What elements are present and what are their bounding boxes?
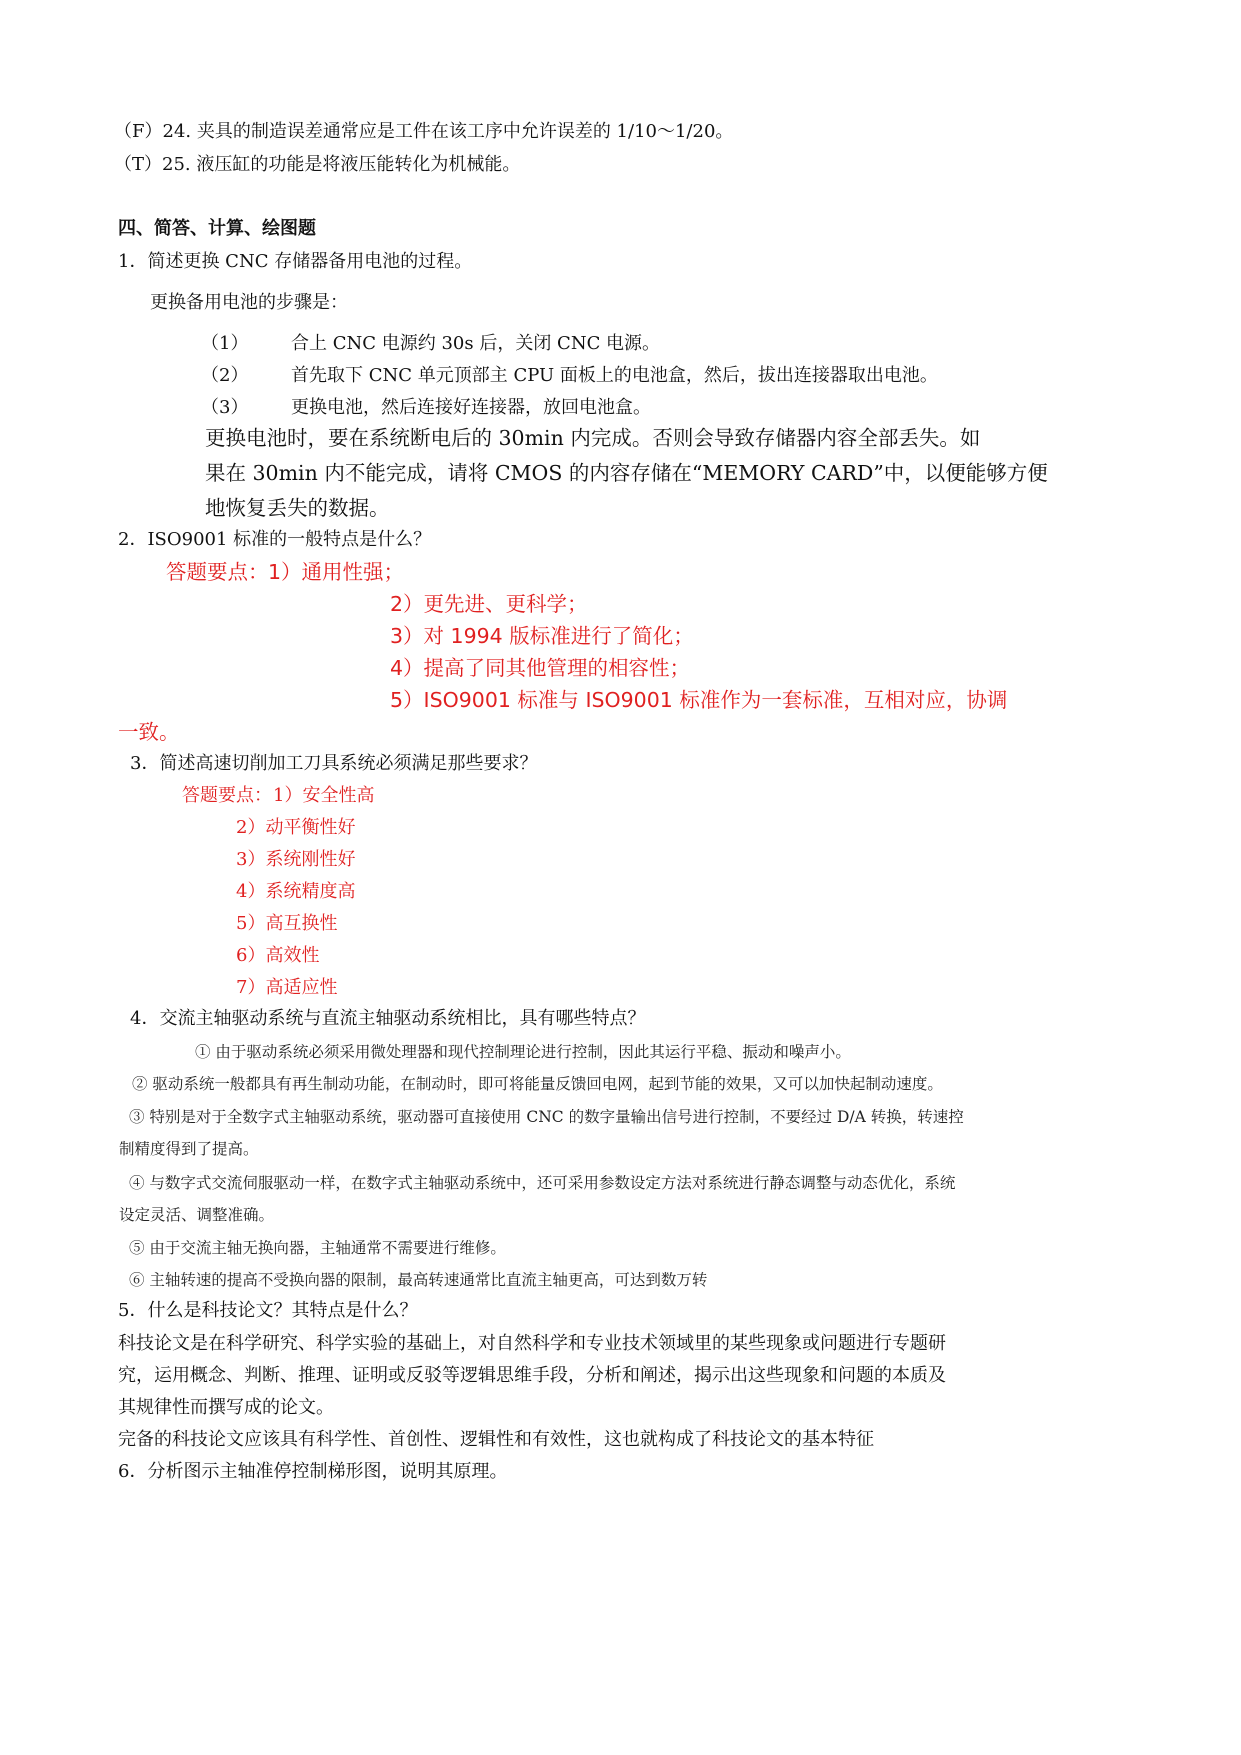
q4-feature-line: ⑥ 主轴转速的提高不受换向器的限制，最高转速通常比直流主轴更高，可达到数万转 bbox=[129, 1271, 708, 1289]
q4-feature-line: 制精度得到了提高。 bbox=[119, 1140, 259, 1158]
q4-feature-line: ⑤ 由于交流主轴无换向器，主轴通常不需要进行维修。 bbox=[129, 1239, 506, 1257]
q3-answer-point: 7）高适应性 bbox=[236, 977, 338, 998]
q2-answer-point: 4）提高了同其他管理的相容性； bbox=[390, 656, 691, 680]
question-3: 3．简述高速切削加工刀具系统必须满足那些要求？ bbox=[130, 753, 538, 774]
question-5: 5．什么是科技论文？其特点是什么？ bbox=[118, 1300, 418, 1321]
q4-feature-line: ③ 特别是对于全数字式主轴驱动系统，驱动器可直接使用 CNC 的数字量输出信号进行控制，不要经过 D/A 转换，转速控 bbox=[129, 1108, 964, 1126]
q1-step-text: 首先取下 CNC 单元顶部主 CPU 面板上的电池盒，然后，拔出连接器取出电池。 bbox=[291, 365, 938, 386]
q4-feature-line: 设定灵活、调整准确。 bbox=[119, 1206, 275, 1224]
q1-intro: 更换备用电池的步骤是： bbox=[150, 292, 348, 313]
q1-note-line: 地恢复丢失的数据。 bbox=[205, 496, 390, 520]
q5-answer-line: 完备的科技论文应该具有科学性、首创性、逻辑性和有效性，这也就构成了科技论文的基本特征 bbox=[118, 1429, 874, 1450]
question-1: 1．简述更换 CNC 存储器备用电池的过程。 bbox=[118, 251, 473, 272]
q4-feature-line: ④ 与数字式交流伺服驱动一样，在数字式主轴驱动系统中，还可采用参数设定方法对系统进行静态调整与动态优化，系统 bbox=[129, 1174, 956, 1192]
q3-answer-point: 4）系统精度高 bbox=[236, 881, 356, 902]
q2-answer-point: 5）ISO9001 标准与 ISO9001 标准作为一套标准，互相对应，协调 bbox=[390, 688, 1008, 712]
q1-step-number: （2） bbox=[201, 365, 249, 386]
q2-answer-wrap: 一致。 bbox=[118, 720, 180, 744]
q2-answer-point: 2）更先进、更科学； bbox=[390, 592, 588, 616]
q1-step-text: 合上 CNC 电源约 30s 后，关闭 CNC 电源。 bbox=[291, 333, 661, 354]
question-4: 4．交流主轴驱动系统与直流主轴驱动系统相比，具有哪些特点？ bbox=[130, 1008, 646, 1029]
tf-item-25: （T）25. 液压缸的功能是将液压能转化为机械能。 bbox=[114, 154, 521, 175]
q1-note-line: 果在 30min 内不能完成，请将 CMOS 的内容存储在“MEMORY CARD”中，以便能够方便 bbox=[205, 461, 1048, 485]
question-6: 6．分析图示主轴准停控制梯形图，说明其原理。 bbox=[118, 1461, 508, 1482]
q1-step-number: （1） bbox=[201, 333, 249, 354]
q2-answer-label: 答题要点： bbox=[166, 560, 269, 584]
q2-answer-point: 1）通用性强； bbox=[268, 560, 405, 584]
q5-answer-line: 科技论文是在科学研究、科学实验的基础上，对自然科学和专业技术领域里的某些现象或问题进行专题研 bbox=[118, 1333, 946, 1354]
section-heading: 四、简答、计算、绘图题 bbox=[118, 218, 316, 239]
q3-answer-point: 2）动平衡性好 bbox=[236, 817, 356, 838]
q1-note-line: 更换电池时，要在系统断电后的 30min 内完成。否则会导致存储器内容全部丢失。如 bbox=[205, 426, 981, 450]
q3-answer-point: 5）高互换性 bbox=[236, 913, 338, 934]
q4-feature-line: ② 驱动系统一般都具有再生制动功能，在制动时，即可将能量反馈回电网，起到节能的效果，又可以加快起制动速度。 bbox=[132, 1075, 943, 1093]
q3-answer-point: 6）高效性 bbox=[236, 945, 320, 966]
tf-item-24: （F）24. 夹具的制造误差通常应是工件在该工序中允许误差的 1/10～1/20。 bbox=[114, 121, 734, 142]
q2-answer-point: 3）对 1994 版标准进行了简化； bbox=[390, 624, 694, 648]
q3-answer-point: 1）安全性高 bbox=[273, 785, 375, 806]
q1-step-number: （3） bbox=[201, 397, 249, 418]
q5-answer-line: 其规律性而撰写成的论文。 bbox=[118, 1397, 334, 1418]
question-2: 2．ISO9001 标准的一般特点是什么？ bbox=[118, 529, 432, 550]
q3-answer-point: 3）系统刚性好 bbox=[236, 849, 356, 870]
q5-answer-line: 究，运用概念、判断、推理、证明或反驳等逻辑思维手段，分析和阐述，揭示出这些现象和问题的本质及 bbox=[118, 1365, 946, 1386]
q1-step-text: 更换电池，然后连接好连接器，放回电池盒。 bbox=[291, 397, 651, 418]
q4-feature-line: ① 由于驱动系统必须采用微处理器和现代控制理论进行控制，因此其运行平稳、振动和噪声小。 bbox=[195, 1043, 851, 1061]
q3-answer-label: 答题要点： bbox=[182, 785, 272, 806]
